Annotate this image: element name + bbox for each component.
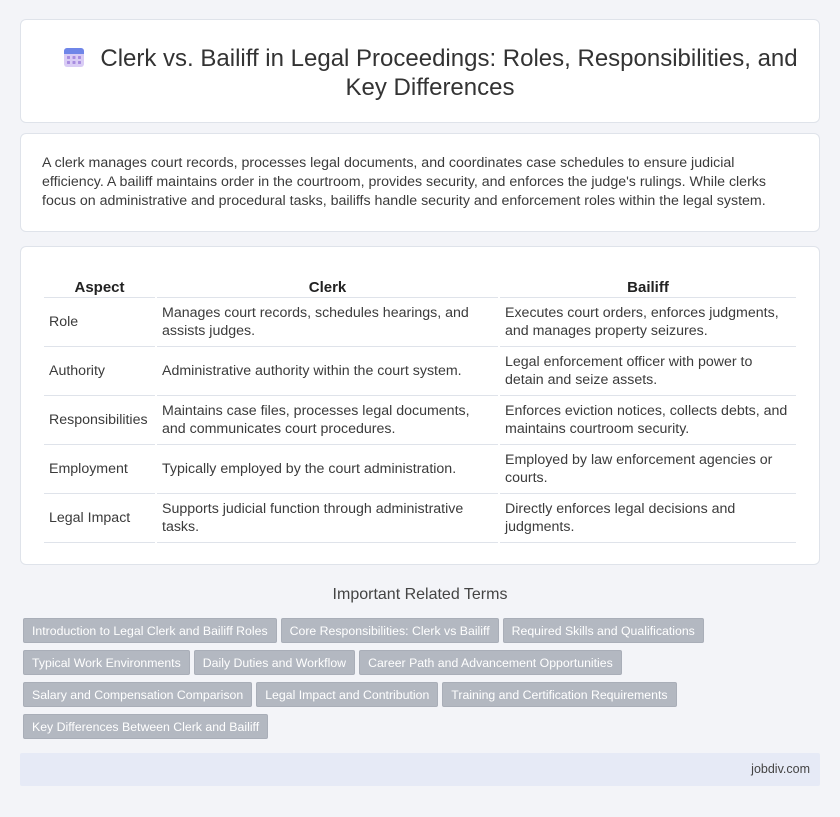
related-terms-list (23, 618, 813, 746)
summary-card (20, 133, 820, 232)
header-aspect: Aspect (44, 277, 155, 298)
cell-clerk: Manages court records, schedules hearings, and assists judges. (157, 298, 498, 347)
related-terms-heading: Important Related Terms (332, 586, 508, 603)
related-term-tag[interactable]: Legal Impact and Contribution (256, 682, 438, 707)
cell-clerk: Typically employed by the court administration. (157, 445, 498, 494)
cell-aspect: Responsibilities (44, 396, 155, 445)
cell-bailiff: Employed by law enforcement agencies or courts. (500, 445, 796, 494)
table-header-row (44, 277, 796, 298)
comparison-table-card (20, 246, 820, 565)
table-row (44, 298, 796, 347)
header-clerk: Clerk (157, 277, 498, 298)
related-term-tag[interactable]: Introduction to Legal Clerk and Bailiff Roles (23, 618, 277, 643)
cell-clerk: Administrative authority within the court system. (157, 347, 498, 396)
page-title-text: Clerk vs. Bailiff in Legal Proceedings: Roles, Responsibilities, and Key Differences (100, 45, 798, 101)
cell-clerk: Maintains case files, processes legal documents, and communicates court procedures. (157, 396, 498, 445)
related-term-tag[interactable]: Required Skills and Qualifications (503, 618, 704, 643)
cell-bailiff: Legal enforcement officer with power to detain and seize assets. (500, 347, 796, 396)
page-title (61, 44, 799, 102)
related-term-tag[interactable]: Typical Work Environments (23, 650, 190, 675)
table-row (44, 347, 796, 396)
cell-aspect: Role (44, 298, 155, 347)
footer-site-link[interactable]: jobdiv.com (751, 762, 810, 776)
table-row (44, 396, 796, 445)
cell-clerk: Supports judicial function through administrative tasks. (157, 494, 498, 543)
header-bailiff: Bailiff (500, 277, 796, 298)
related-term-tag[interactable]: Key Differences Between Clerk and Bailiff (23, 714, 268, 739)
table-row (44, 445, 796, 494)
related-term-tag[interactable]: Career Path and Advancement Opportunities (359, 650, 622, 675)
cell-aspect: Authority (44, 347, 155, 396)
comparison-table (42, 277, 798, 543)
related-term-tag[interactable]: Core Responsibilities: Clerk vs Bailiff (281, 618, 499, 643)
cell-bailiff: Executes court orders, enforces judgments, and manages property seizures. (500, 298, 796, 347)
cell-bailiff: Enforces eviction notices, collects debts, and maintains courtroom security. (500, 396, 796, 445)
related-term-tag[interactable]: Daily Duties and Workflow (194, 650, 355, 675)
footer (20, 753, 820, 786)
title-card (20, 19, 820, 123)
table-row (44, 494, 796, 543)
cell-aspect: Employment (44, 445, 155, 494)
summary-text: A clerk manages court records, processes legal documents, and coordinates case schedules to ensure judicial efficiency. A bailiff maintains order in the courtroom, provides security, and enforces the judge's rulings. While clerks focus on administrative and procedural tasks, bailiffs handle security and enforcement roles within the legal system. (42, 155, 766, 209)
calendar-icon (62, 45, 86, 69)
cell-bailiff: Directly enforces legal decisions and judgments. (500, 494, 796, 543)
cell-aspect: Legal Impact (44, 494, 155, 543)
related-term-tag[interactable]: Salary and Compensation Comparison (23, 682, 252, 707)
related-term-tag[interactable]: Training and Certification Requirements (442, 682, 676, 707)
